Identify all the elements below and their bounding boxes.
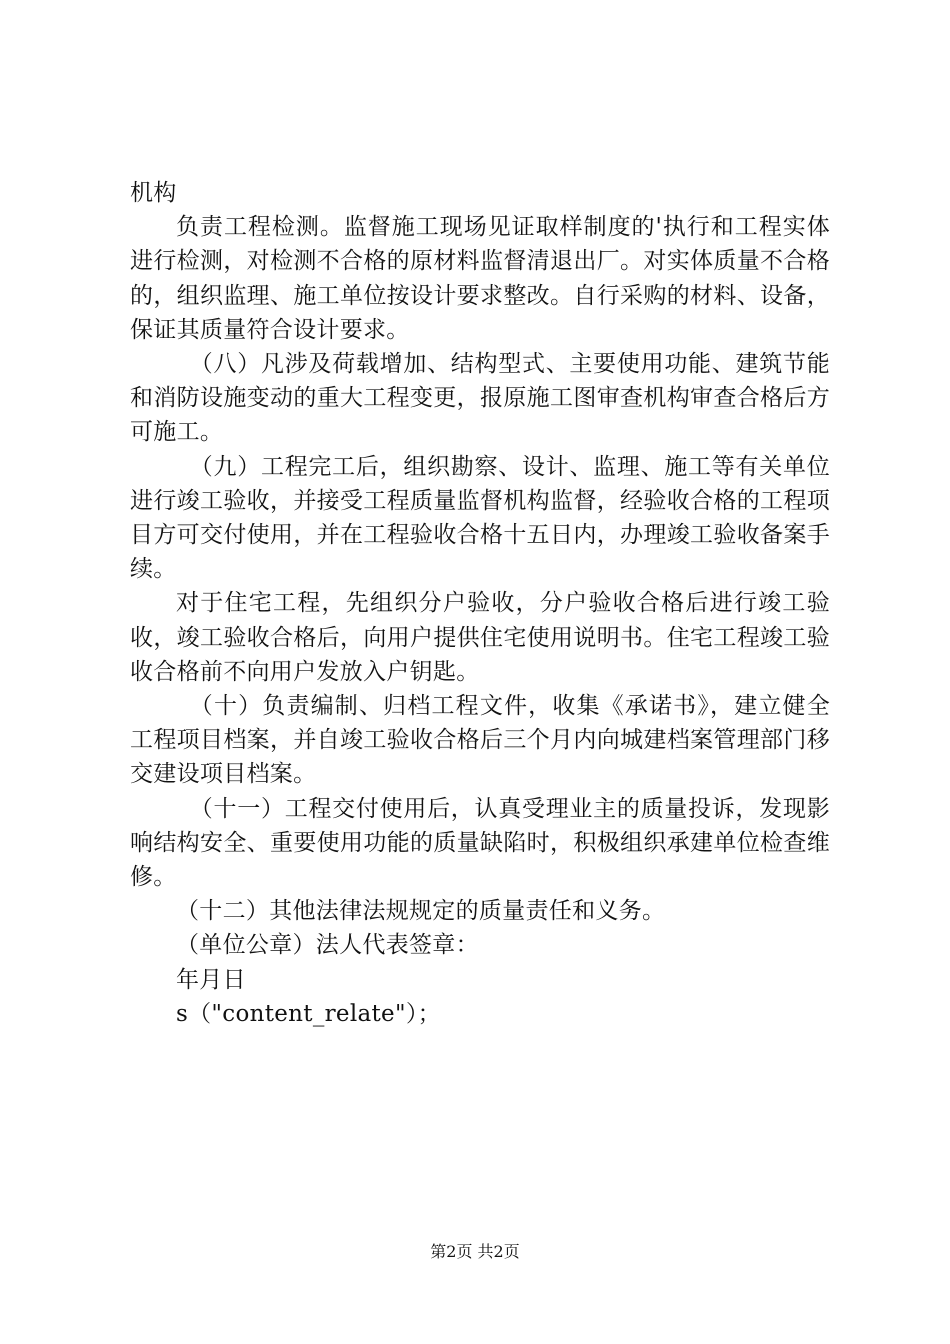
- page-number-footer: 第2页 共2页: [430, 1242, 520, 1261]
- document-body: [130, 176, 830, 1031]
- paragraph-item-11: （十一）工程交付使用后，认真受理业主的质量投诉，发现影响结构安全、重要使用功能的质量缺陷时，积极组织承建单位检查维修。: [130, 795, 830, 891]
- paragraph-item-12: （十二）其他法律法规规定的质量责任和义务。: [176, 898, 666, 925]
- signature-line: （单位公章）法人代表签章：: [176, 932, 479, 959]
- paragraph-item-9: （九）工程完工后，组织勘察、设计、监理、施工等有关单位进行竣工验收，并接受工程质量监督机构监督，经验收合格的工程项目方可交付使用，并在工程验收合格十五日内，办理竣工验收备案手续。: [130, 453, 830, 583]
- script-residue-line: s（"content_relate"）；: [176, 1000, 441, 1027]
- paragraph-residential: 对于住宅工程，先组织分户验收，分户验收合格后进行竣工验收，竣工验收合格后，向用户提供住宅使用说明书。住宅工程竣工验收合格前不向用户发放入户钥匙。: [130, 590, 830, 685]
- paragraph-item-8: （八）凡涉及荷载增加、结构型式、主要使用功能、建筑节能和消防设施变动的重大工程变更，报原施工图审查机构审查合格后方可施工。: [130, 351, 830, 446]
- date-line: 年月日: [176, 966, 246, 993]
- paragraph-heading-fragment: 机构: [130, 180, 177, 206]
- paragraph-testing-duty: 负责工程检测。监督施工现场见证取样制度的'执行和工程实体进行检测，对检测不合格的原材料监督清退出厂。对实体质量不合格的，组织监理、施工单位按设计要求整改。自行采购的材料、设备，保证其质量符合设计要求。: [130, 214, 830, 343]
- paragraph-item-10: （十）负责编制、归档工程文件，收集《承诺书》，建立健全工程项目档案，并自竣工验收合格后三个月内向城建档案管理部门移交建设项目档案。: [130, 693, 830, 788]
